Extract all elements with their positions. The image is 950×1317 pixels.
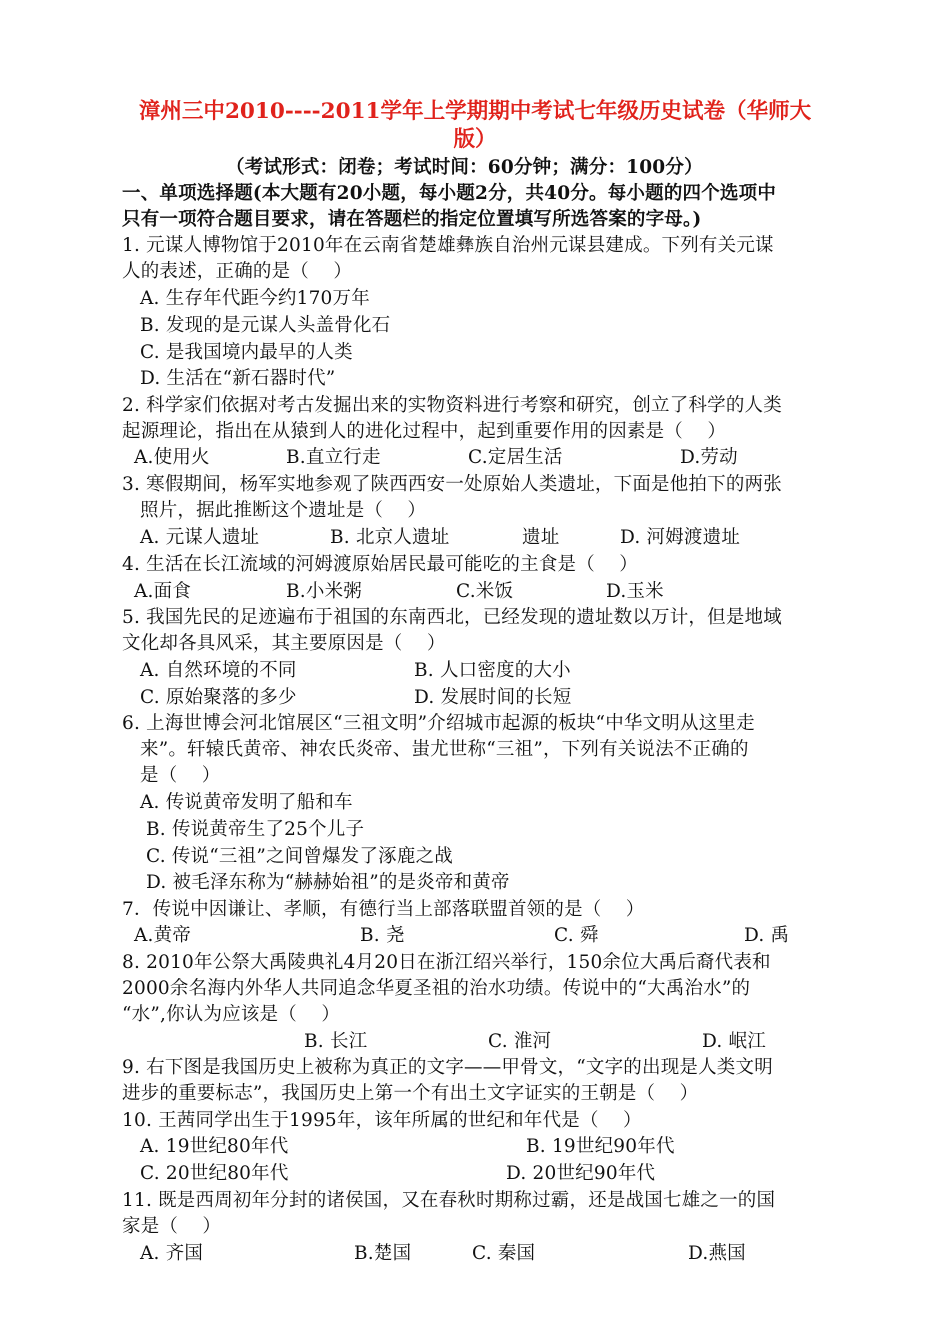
question-7-option-d: D. 禹 — [744, 925, 790, 946]
question-9-stem: 9. 右下图是我国历史上被称为真正的文字——甲骨文，“文字的出现是人类文明 — [122, 1057, 773, 1078]
question-5-stem-cont: 文化却各具风采，其主要原因是（ ） — [122, 633, 446, 654]
question-3-stem-cont: 照片，据此推断这个遗址是（ ） — [140, 500, 427, 521]
question-11-stem: 11. 既是西周初年分封的诸侯国，又在春秋时期称过霸，还是战国七雄之一的国 — [122, 1190, 776, 1211]
question-4-stem: 4. 生活在长江流域的河姆渡原始居民最可能吃的主食是（ ） — [122, 554, 638, 575]
exam-title-line2: 版） — [453, 127, 497, 152]
question-11-option-d: D.燕国 — [688, 1243, 746, 1264]
section-heading-line1: 一、单项选择题(本大题有20小题，每小题2分，共40分。每小题的四个选项中 — [122, 183, 777, 204]
question-10-option-c: C. 20世纪80年代 — [140, 1163, 289, 1184]
question-11-option-b: B.楚国 — [354, 1243, 412, 1264]
exam-title-line1: 漳州三中2010----2011学年上学期期中考试七年级历史试卷（华师大 — [138, 99, 812, 124]
question-8-stem: 8. 2010年公祭大禹陵典礼4月20日在浙江绍兴举行，150余位大禹后裔代表和 — [122, 952, 771, 973]
question-2-option-d: D.劳动 — [680, 447, 738, 468]
question-4-option-b: B.小米粥 — [286, 581, 362, 602]
question-10-option-d: D. 20世纪90年代 — [506, 1163, 656, 1184]
question-4-option-a: A.面食 — [134, 581, 192, 602]
question-1-option-c: C. 是我国境内最早的人类 — [140, 342, 353, 363]
question-1-option-a: A. 生存年代距今约170万年 — [140, 288, 370, 309]
question-6-option-b: B. 传说黄帝生了25个儿子 — [146, 819, 365, 840]
question-11-stem-cont: 家是（ ） — [122, 1216, 222, 1237]
question-5-stem: 5. 我国先民的足迹遍布于祖国的东南西北，已经发现的遗址数以万计，但是地域 — [122, 607, 782, 628]
question-8-stem-cont2: “水”,你认为应该是（ ） — [122, 1004, 341, 1025]
question-6-stem: 6. 上海世博会河北馆展区“三祖文明”介绍城市起源的板块“中华文明从这里走 — [122, 713, 755, 734]
question-10-stem: 10. 王茜同学出生于1995年，该年所属的世纪和年代是（ ） — [122, 1110, 642, 1131]
question-5-option-d: D. 发展时间的长短 — [414, 687, 572, 708]
question-7-option-b: B. 尧 — [360, 925, 405, 946]
question-11-option-a: A. 齐国 — [140, 1243, 204, 1264]
question-4-option-d: D.玉米 — [606, 581, 664, 602]
question-6-stem-cont2: 是（ ） — [140, 765, 221, 786]
question-8-option-b: B. 长江 — [304, 1031, 368, 1052]
question-2-option-b: B.直立行走 — [286, 447, 381, 468]
question-7-stem: 7．传说中因谦让、孝顺，有德行当上部落联盟首领的是（ ） — [122, 899, 645, 920]
question-11-option-c: C. 秦国 — [472, 1243, 536, 1264]
question-4-option-c: C.米饭 — [456, 581, 514, 602]
question-7-option-c: C. 舜 — [554, 925, 599, 946]
question-1-stem: 1. 元谋人博物馆于2010年在云南省楚雄彝族自治州元谋县建成。下列有关元谋 — [122, 235, 774, 256]
question-5-option-a: A. 自然环境的不同 — [140, 660, 297, 681]
question-6-option-c: C. 传说“三祖”之间曾爆发了涿鹿之战 — [146, 846, 453, 867]
question-6-stem-cont: 来”。轩辕氏黄帝、神农氏炎帝、蚩尤世称“三祖”，下列有关说法不正确的 — [140, 739, 749, 760]
question-6-option-d: D. 被毛泽东称为“赫赫始祖”的是炎帝和黄帝 — [146, 872, 510, 893]
question-3-option-c: 遗址 — [522, 527, 560, 548]
question-7-option-a: A.黄帝 — [134, 925, 192, 946]
question-1-option-b: B. 发现的是元谋人头盖骨化石 — [140, 315, 391, 336]
question-6-option-a: A. 传说黄帝发明了船和车 — [140, 792, 353, 813]
question-9-stem-cont: 进步的重要标志”，我国历史上第一个有出土文字证实的王朝是（ ） — [122, 1083, 699, 1104]
question-10-option-a: A. 19世纪80年代 — [140, 1136, 289, 1157]
question-1-option-d: D. 生活在“新石器时代” — [140, 368, 336, 389]
question-3-option-b: B. 北京人遗址 — [330, 527, 450, 548]
question-8-option-c: C. 淮河 — [488, 1031, 552, 1052]
question-5-option-b: B. 人口密度的大小 — [414, 660, 571, 681]
question-3-option-d: D. 河姆渡遗址 — [620, 527, 741, 548]
question-3-stem: 3. 寒假期间，杨军实地参观了陕西西安一处原始人类遗址，下面是他拍下的两张 — [122, 474, 782, 495]
question-2-stem: 2. 科学家们依据对考古发掘出来的实物资料进行考察和研究，创立了科学的人类 — [122, 395, 782, 416]
question-2-stem-cont: 起源理论，指出在从猿到人的进化过程中，起到重要作用的因素是（ ） — [122, 421, 727, 442]
question-2-option-a: A.使用火 — [134, 447, 210, 468]
section-heading-line2: 只有一项符合题目要求，请在答题栏的指定位置填写所选答案的字母。) — [122, 209, 702, 230]
question-8-option-d: D. 岷江 — [702, 1031, 766, 1052]
question-8-stem-cont: 2000余名海内外华人共同追念华夏圣祖的治水功绩。传说中的“大禹治水”的 — [122, 978, 751, 999]
question-10-option-b: B. 19世纪90年代 — [526, 1136, 675, 1157]
question-5-option-c: C. 原始聚落的多少 — [140, 687, 297, 708]
question-1-stem-cont: 人的表述，正确的是（ ） — [122, 261, 353, 282]
exam-info: （考试形式：闭卷；考试时间：60分钟；满分：100分） — [226, 157, 703, 178]
question-2-option-c: C.定居生活 — [468, 447, 563, 468]
question-3-option-a: A. 元谋人遗址 — [140, 527, 260, 548]
